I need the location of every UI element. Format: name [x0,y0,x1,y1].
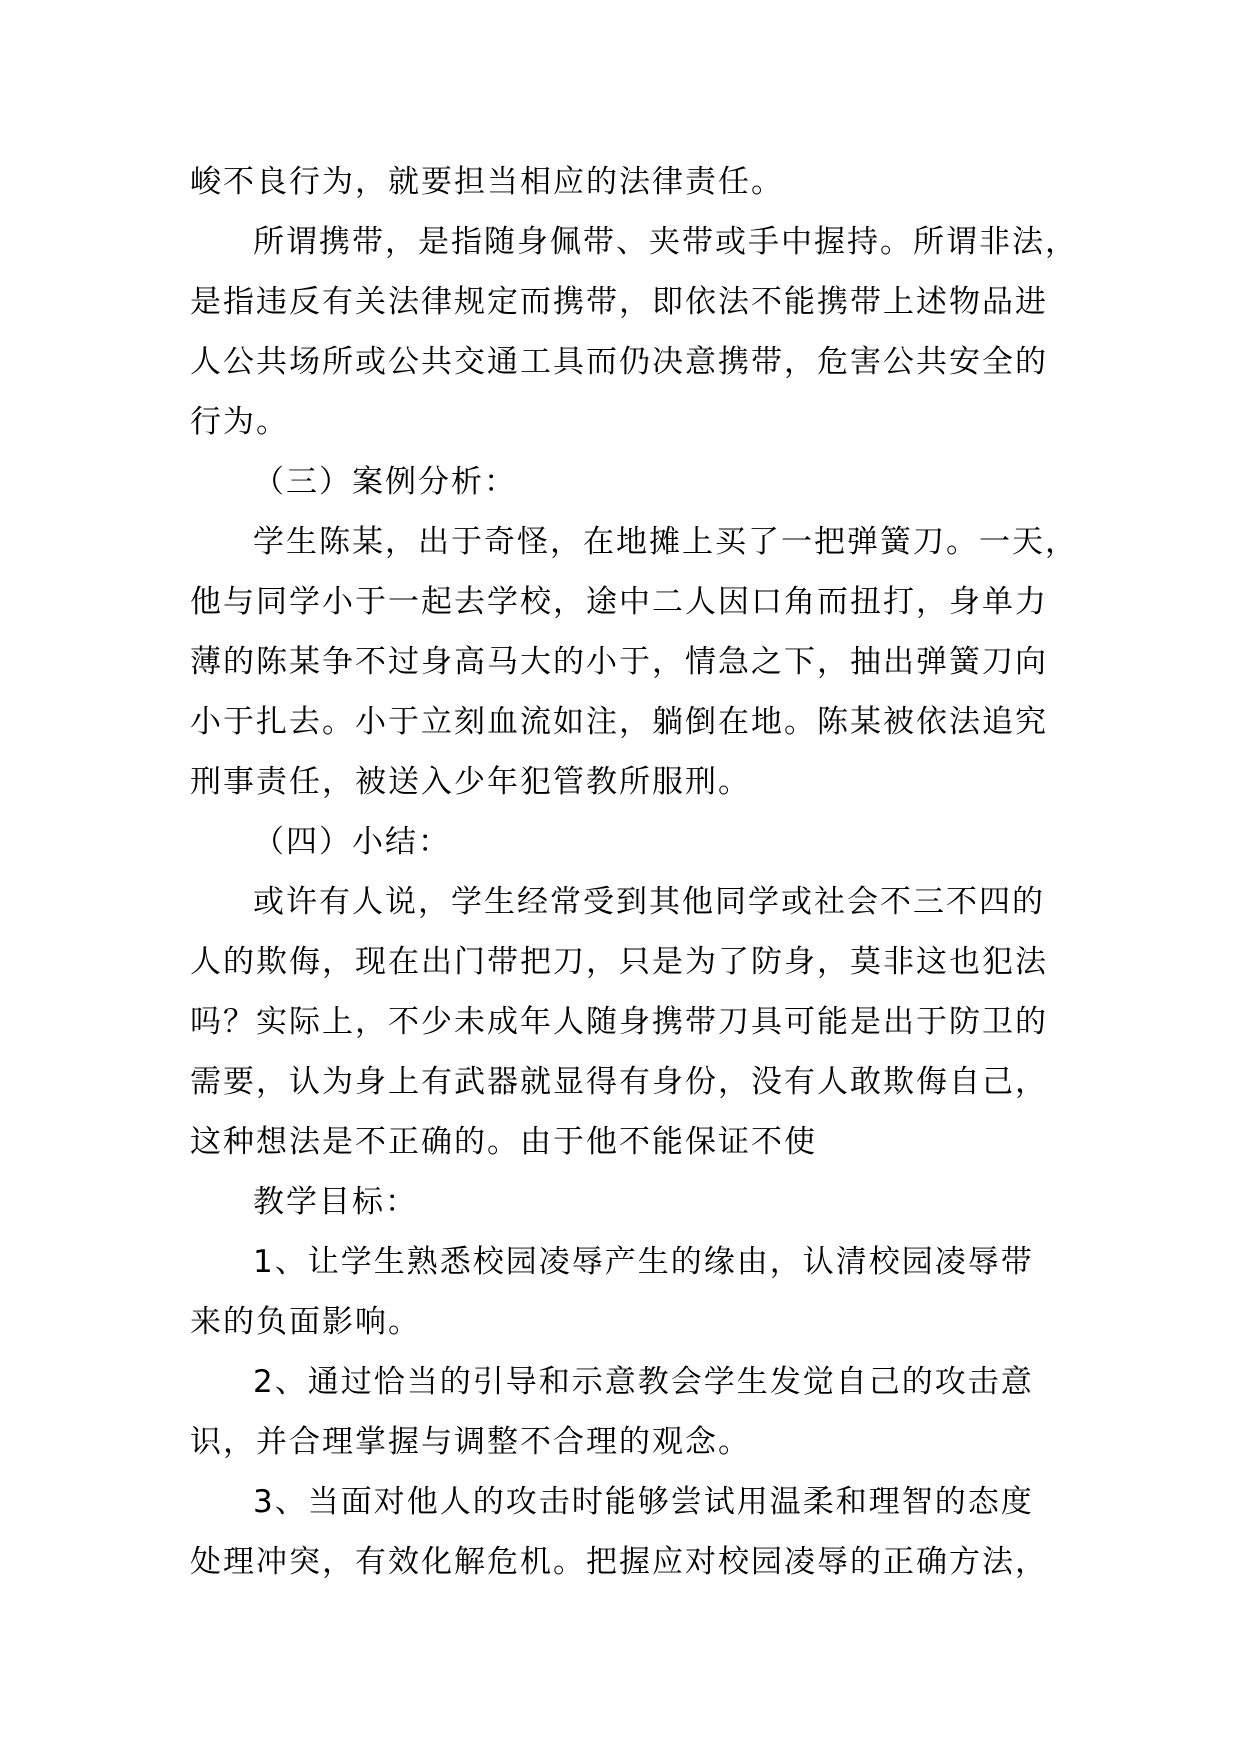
text-line: 人公共场所或公共交通工具而仍决意携带，危害公共安全的 [190,344,1048,380]
text-line: 行为。 [190,404,289,440]
document-body [190,152,1078,1592]
text-line: 是指违反有关法律规定而携带，即依法不能携带上述物品进 [190,284,1048,320]
text-line: 他与同学小于一起去学校，途中二人因口角而扭打，身单力 [190,584,1048,620]
list-item: 1、让学生熟悉校园凌辱产生的缘由，认清校园凌辱带 [253,1244,1034,1280]
text-line: 薄的陈某争不过身高马大的小于，情急之下，抽出弹簧刀向 [190,644,1048,680]
text-line: 来的负面影响。 [190,1304,421,1340]
section-heading: （四）小结： [253,824,451,860]
text-line: 需要，认为身上有武器就显得有身份，没有人敢欺侮自己， [190,1064,1048,1100]
text-line: 人的欺侮，现在出门带把刀，只是为了防身，莫非这也犯法 [190,944,1048,980]
text-line: 刑事责任，被送入少年犯管教所服刑。 [190,764,751,800]
text-line: 或许有人说，学生经常受到其他同学或社会不三不四的 [253,884,1045,920]
list-item: 3、当面对他人的攻击时能够尝试用温柔和理智的态度 [253,1484,1034,1520]
text-line: 峻不良行为，就要担当相应的法律责任。 [190,164,784,200]
section-heading: 教学目标： [253,1184,418,1220]
text-line: 学生陈某，出于奇怪，在地摊上买了一把弹簧刀。一天， [253,524,1078,560]
section-heading: （三）案例分析： [253,464,517,500]
text-line: 吗？实际上，不少未成年人随身携带刀具可能是出于防卫的 [190,1004,1048,1040]
text-line: 这种想法是不正确的。由于他不能保证不使 [190,1124,817,1160]
text-line: 识，并合理掌握与调整不合理的观念。 [190,1424,751,1460]
list-item: 2、通过恰当的引导和示意教会学生发觉自己的攻击意 [253,1364,1034,1400]
text-line: 处理冲突，有效化解危机。把握应对校园凌辱的正确方法， [190,1544,1048,1580]
text-line: 小于扎去。小于立刻血流如注，躺倒在地。陈某被依法追究 [190,704,1048,740]
text-line: 所谓携带，是指随身佩带、夹带或手中握持。所谓非法， [253,224,1078,260]
